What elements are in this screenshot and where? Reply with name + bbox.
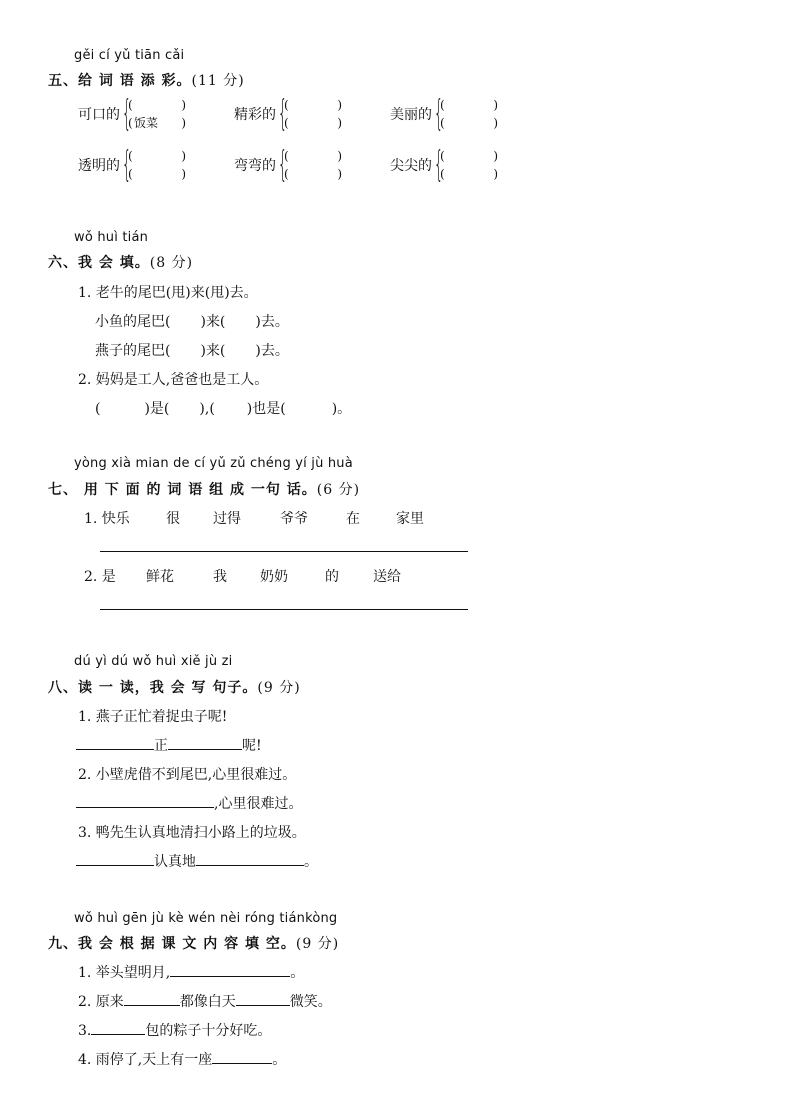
text: 燕子的尾巴(	[95, 343, 171, 359]
answer-line[interactable]	[100, 551, 468, 552]
blank[interactable]	[196, 851, 304, 866]
sec9-line-2	[78, 991, 332, 1011]
sec5-item-4	[78, 144, 186, 185]
text: 2. 原来	[78, 994, 124, 1010]
word-tile: 2. 是	[84, 569, 116, 585]
word-tile: 的	[325, 569, 339, 585]
sec8-title	[48, 677, 301, 697]
item-word: 弯弯的	[234, 158, 276, 174]
text: (	[95, 401, 101, 417]
blank[interactable]	[212, 1049, 272, 1064]
sec6-line-3	[95, 340, 289, 360]
sec8-line-3: 2. 小壁虎借不到尾巴,心里很难过。	[78, 767, 297, 783]
item-word: 尖尖的	[390, 158, 432, 174]
sec7-q1-words	[84, 508, 424, 528]
blank[interactable]	[168, 735, 242, 750]
answer-blank[interactable]	[440, 147, 498, 165]
sec6-line-4: 2. 妈妈是工人,爸爸也是工人。	[78, 372, 269, 388]
text: 微笑。	[289, 994, 332, 1010]
sec6-title-text: 六、我 会 填。	[48, 255, 150, 271]
text: 都像白天	[179, 994, 236, 1010]
brace: {	[434, 144, 444, 185]
answer-pair	[284, 147, 342, 183]
sec5-title-text: 五、给 词 语 添 彩。	[48, 73, 192, 89]
answer-blank[interactable]	[128, 147, 186, 165]
text: )也是(	[246, 401, 286, 417]
blank[interactable]	[124, 991, 180, 1006]
sec5-score: (11 分)	[191, 73, 245, 89]
answer-blank[interactable]	[284, 96, 342, 114]
answer-blank[interactable]	[128, 96, 186, 114]
blank[interactable]	[91, 1020, 145, 1035]
text: 3.	[78, 1023, 92, 1039]
text: )是(	[144, 401, 170, 417]
sec7-title	[48, 479, 360, 499]
text: ,心里很难过。	[214, 796, 303, 812]
answer-pair	[284, 96, 342, 132]
sec5-item-3	[390, 93, 498, 134]
text: 包的粽子十分好吃。	[145, 1023, 272, 1039]
sec6-score: (8 分)	[149, 255, 194, 271]
brace: {	[278, 93, 288, 134]
sec6-pinyin: wǒ huì tián	[74, 230, 149, 245]
answer-blank[interactable]	[440, 114, 498, 132]
text: 。	[304, 854, 318, 870]
brace: {	[278, 144, 288, 185]
word-tile: 鲜花	[146, 569, 174, 585]
text: )来(	[200, 314, 226, 330]
sec8-score: (9 分)	[257, 680, 301, 696]
answer-blank[interactable]	[284, 114, 342, 132]
sec7-q2-words	[84, 566, 401, 586]
word-tile: 家里	[396, 511, 424, 527]
text: )去。	[255, 314, 289, 330]
answer-blank[interactable]	[440, 96, 498, 114]
text: 。	[290, 965, 305, 981]
sec8-title-text: 八、读 一 读，我 会 写 句子。	[48, 680, 258, 696]
text: 1. 举头望明月,	[78, 965, 171, 981]
blank[interactable]	[76, 735, 154, 750]
sec5-item-6	[390, 144, 498, 185]
blank[interactable]	[236, 991, 290, 1006]
answer-blank[interactable]	[284, 165, 342, 183]
sec8-line-2	[76, 735, 262, 755]
answer-pair	[440, 147, 498, 183]
answer-pair	[128, 147, 186, 183]
word-tile: 过得	[213, 511, 241, 527]
blank[interactable]	[170, 962, 290, 977]
word-tile: 在	[346, 511, 360, 527]
item-word: 透明的	[78, 158, 120, 174]
sec8-line-4	[76, 793, 302, 813]
sec9-line-1	[78, 962, 304, 982]
sec6-line-2	[95, 311, 289, 331]
text: 正	[154, 738, 168, 754]
brace: {	[122, 144, 132, 185]
text: 小鱼的尾巴(	[95, 314, 171, 330]
sec5-item-2	[234, 93, 342, 134]
word-tile: 我	[213, 569, 227, 585]
word-tile: 送给	[373, 569, 401, 585]
sec9-score: (9 分)	[295, 936, 340, 952]
word-tile: 爷爷	[280, 511, 308, 527]
sec9-title	[48, 933, 339, 953]
item-word: 精彩的	[234, 107, 276, 123]
word-tile: 很	[166, 511, 180, 527]
brace: {	[122, 93, 132, 134]
item-word: 美丽的	[390, 107, 432, 123]
sec5-title	[48, 70, 245, 90]
item-word: 可口的	[78, 107, 120, 123]
answer-pair	[440, 96, 498, 132]
text: 呢!	[242, 738, 262, 754]
sec5-item-1	[78, 93, 186, 134]
answer-blank[interactable]	[128, 165, 186, 183]
text: )来(	[200, 343, 226, 359]
text: 认真地	[154, 854, 196, 870]
sec7-pinyin: yòng xià mian de cí yǔ zǔ chéng yí jù huà	[74, 456, 353, 471]
answer-blank[interactable]: ( 饭菜 )	[128, 114, 186, 132]
answer-pair	[128, 96, 186, 132]
text: )。	[331, 401, 352, 417]
sec8-pinyin: dú yì dú wǒ huì xiě jù zi	[74, 654, 233, 669]
blank[interactable]	[76, 793, 214, 808]
sec6-line-5	[95, 398, 351, 418]
sec9-pinyin: wǒ huì gēn jù kè wén nèi róng tiánkòng	[74, 911, 338, 926]
sec8-line-6	[76, 851, 318, 871]
sec9-line-3	[78, 1020, 271, 1040]
sec6-line-1: 1. 老牛的尾巴(甩)来(甩)去。	[78, 285, 258, 301]
sec9-title-text: 九、我 会 根 据 课 文 内 容 填 空。	[48, 936, 296, 952]
sec6-title	[48, 252, 193, 272]
word-tile: 1. 快乐	[84, 511, 130, 527]
sec7-title-text: 七、 用 下 面 的 词 语 组 成 一句 话。	[48, 482, 317, 498]
sec8-line-5: 3. 鸭先生认真地清扫小路上的垃圾。	[78, 825, 306, 841]
text: 。	[272, 1052, 287, 1068]
text: ),(	[199, 401, 215, 417]
word-tile: 奶奶	[260, 569, 288, 585]
sec5-item-5	[234, 144, 342, 185]
sec5-pinyin: gěi cí yǔ tiān cǎi	[74, 48, 185, 63]
sec9-line-4	[78, 1049, 286, 1069]
text: )去。	[255, 343, 289, 359]
answer-blank[interactable]	[284, 147, 342, 165]
text: 4. 雨停了,天上有一座	[78, 1052, 213, 1068]
sec8-line-1: 1. 燕子正忙着捉虫子呢!	[78, 709, 228, 725]
sec7-score: (6 分)	[316, 482, 361, 498]
blank[interactable]	[76, 851, 154, 866]
brace: {	[434, 93, 444, 134]
answer-blank[interactable]	[440, 165, 498, 183]
answer-line[interactable]	[100, 609, 468, 610]
